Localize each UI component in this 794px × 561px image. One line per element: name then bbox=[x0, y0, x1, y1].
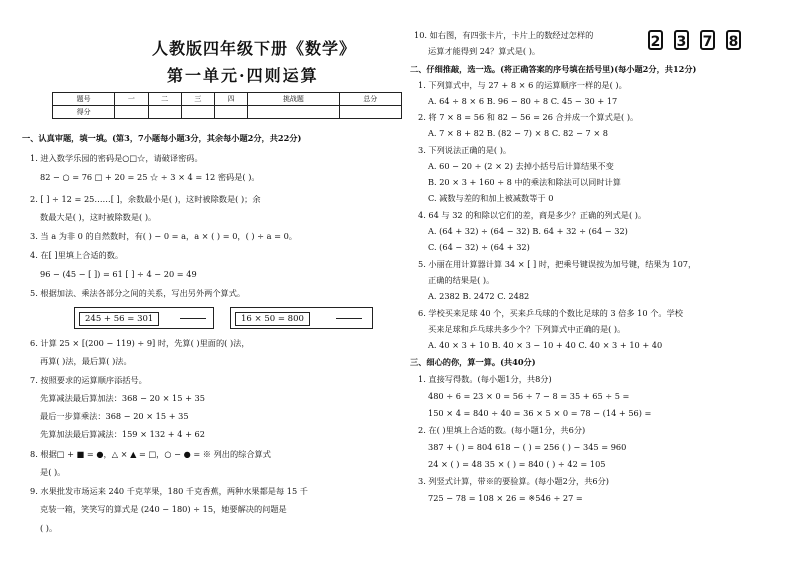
flow-box-equation: 245 + 56 = 301 bbox=[79, 312, 159, 326]
score-header-cell: 三 bbox=[181, 93, 214, 106]
flow-box-equation: 16 × 50 = 800 bbox=[235, 312, 310, 326]
score-cell[interactable] bbox=[148, 106, 181, 119]
score-cell[interactable] bbox=[115, 106, 148, 119]
score-header-cell: 一 bbox=[115, 93, 148, 106]
question-10: 10. 如右图，有四张卡片，卡片上的数经过怎样的 bbox=[414, 30, 594, 40]
calc-q3: 3. 列竖式计算，带※的要验算。(每小题2分，共6分) bbox=[418, 476, 609, 486]
choice-q3: 3. 下列说法正确的是( )。 bbox=[418, 145, 512, 155]
question-2-cont: 数最大是( )，这时被除数是( )。 bbox=[40, 212, 157, 222]
score-header-cell: 挑战题 bbox=[248, 93, 339, 106]
score-header-cell: 四 bbox=[215, 93, 248, 106]
choice-q2: 2. 将 7 × 8 = 56 和 82 − 56 = 26 合并成一个算式是( )。 bbox=[418, 112, 639, 122]
choice-q5: 5. 小丽在用计算器计算 34 × [ ] 时，把乘号键误按为加号键，结果为 107， bbox=[418, 259, 697, 269]
question-7-c: 先算加法最后算减法：159 × 132 + 4 + 62 bbox=[40, 429, 205, 439]
number-card: 8 bbox=[726, 30, 741, 50]
number-card: 3 bbox=[674, 30, 689, 50]
section-2-heading: 二、仔细推敲，选一选。(将正确答案的序号填在括号里)(每小题2分，共12分) bbox=[410, 64, 697, 74]
question-9-answer: ( )。 bbox=[40, 523, 58, 533]
question-5: 5. 根据加法、乘法各部分之间的关系，写出另外两个算式。 bbox=[30, 288, 246, 298]
score-header-cell: 题号 bbox=[53, 93, 115, 106]
page-subtitle: 第一单元·四则运算 bbox=[167, 66, 319, 85]
choice-q4-c: C. (64 − 32) ÷ (64 + 32) bbox=[428, 242, 530, 252]
calc-q1-row1: 480 ÷ 6 = 23 × 0 = 56 ÷ 7 − 8 = 35 + 65 ÷ 5 = bbox=[428, 391, 630, 401]
score-row-label: 得分 bbox=[53, 106, 115, 119]
flow-line bbox=[180, 318, 206, 319]
number-card: 7 bbox=[700, 30, 715, 50]
page-title: 人教版四年级下册《数学》 bbox=[152, 39, 357, 58]
choice-q1-options: A. 64 ÷ 8 × 6 B. 96 − 80 ÷ 8 C. 45 − 30 + 17 bbox=[428, 96, 618, 106]
choice-q3-c: C. 减数与差的和加上被减数等于 0 bbox=[428, 193, 554, 203]
choice-q5-cont: 正确的结果是( )。 bbox=[428, 275, 495, 285]
number-card: 2 bbox=[648, 30, 663, 50]
flow-line bbox=[336, 318, 362, 319]
score-header-cell: 总分 bbox=[339, 93, 401, 106]
question-7-a: 先算减法最后算加法：368 − 20 × 15 + 35 bbox=[40, 393, 205, 403]
choice-q6-cont: 买来足球和乒乓球共多少个？下列算式中正确的是( )。 bbox=[428, 324, 626, 334]
score-table bbox=[52, 92, 402, 119]
question-6-cont: 再算( )法，最后算( )法。 bbox=[40, 356, 132, 366]
question-4: 4. 在[ ]里填上合适的数。 bbox=[30, 250, 124, 260]
question-2: 2. [ ] ÷ 12 = 25……[ ]，余数最小是( )，这时被除数是( )；余 bbox=[30, 194, 261, 204]
question-1-equations: 82 − ○ = 76 □ + 20 = 25 ☆ ÷ 3 × 4 = 12 密码是( )。 bbox=[40, 172, 260, 182]
question-7-b: 最后一步算乘法：368 − 20 × 15 + 35 bbox=[40, 411, 189, 421]
choice-q2-options: A. 7 × 8 + 82 B. (82 − 7) × 8 C. 82 − 7 × 8 bbox=[428, 128, 609, 138]
question-7: 7. 按照要求的运算顺序添括号。 bbox=[30, 375, 147, 385]
calc-q2-row2: 24 × ( ) = 48 35 × ( ) = 840 ( ) ÷ 42 = 105 bbox=[428, 459, 606, 469]
question-8: 8. 根据□ + ■ = ●，△ × ▲ = □，○ − ● = ※ 列出的综合算式 bbox=[30, 449, 271, 459]
choice-q4: 4. 64 与 32 的和除以它们的差，商是多少？正确的列式是( )。 bbox=[418, 210, 647, 220]
score-cell[interactable] bbox=[215, 106, 248, 119]
flow-box-multiplication bbox=[230, 307, 373, 329]
choice-q1: 1. 下列算式中，与 27 + 8 × 6 的运算顺序一样的是( )。 bbox=[418, 80, 627, 90]
question-10-cont: 运算才能得到 24？算式是( )。 bbox=[428, 46, 541, 56]
score-header-cell: 二 bbox=[148, 93, 181, 106]
flow-box-addition bbox=[74, 307, 214, 329]
calc-q2: 2. 在( )里填上合适的数。(每小题1分，共6分) bbox=[418, 425, 586, 435]
score-cell[interactable] bbox=[181, 106, 214, 119]
question-6: 6. 计算 25 × [(200 − 119) ÷ 9] 时，先算( )里面的( )法， bbox=[30, 338, 250, 348]
calc-q3-items: 725 − 78 = 108 × 26 = ※546 ÷ 27 = bbox=[428, 493, 583, 503]
section-3-heading: 三、细心的你，算一算。(共40分) bbox=[410, 357, 536, 367]
question-8-cont: 是( )。 bbox=[40, 467, 66, 477]
question-4-equations: 96 − (45 − [ ]) = 61 [ ] ÷ 4 − 20 = 49 bbox=[40, 269, 197, 279]
calc-q1: 1. 直接写得数。(每小题1分，共8分) bbox=[418, 374, 552, 384]
question-3: 3. 当 a 为非 0 的自然数时，有( ) − 0 = a，a × ( ) = 0，( ) ÷ a = 0。 bbox=[30, 231, 297, 241]
choice-q6: 6. 学校买来足球 40 个，买来乒乓球的个数比足球的 3 倍多 10 个。学校 bbox=[418, 308, 683, 318]
score-table-score-row bbox=[53, 106, 402, 119]
choice-q3-b: B. 20 × 3 + 160 ÷ 8 中的乘法和除法可以同时计算 bbox=[428, 177, 621, 187]
score-cell[interactable] bbox=[248, 106, 339, 119]
choice-q3-a: A. 60 − 20 ÷ (2 × 2) 去掉小括号后计算结果不变 bbox=[428, 161, 614, 171]
score-table-header-row bbox=[53, 93, 402, 106]
section-1-heading: 一、认真审题，填一填。(第3，7小题每小题3分，其余每小题2分，共22分) bbox=[22, 133, 302, 143]
score-cell[interactable] bbox=[339, 106, 401, 119]
choice-q4-ab: A. (64 + 32) ÷ (64 − 32) B. 64 + 32 ÷ (64 − 32) bbox=[428, 226, 628, 236]
question-9: 9. 水果批发市场运来 240 千克苹果，180 千克香蕉，两种水果都是每 15 千 bbox=[30, 486, 308, 496]
question-1: 1. 进入数学乐园的密码是○□☆，请破译密码。 bbox=[30, 153, 203, 163]
question-9-cont: 克装一箱，笑笑写的算式是 (240 − 180) ÷ 15，她要解决的问题是 bbox=[40, 504, 287, 514]
choice-q5-options: A. 2382 B. 2472 C. 2482 bbox=[428, 291, 530, 301]
calc-q2-row1: 387 + ( ) = 804 618 − ( ) = 256 ( ) − 345 = 960 bbox=[428, 442, 627, 452]
choice-q6-options: A. 40 × 3 + 10 B. 40 × 3 − 10 + 40 C. 40 × 3 + 10 + 40 bbox=[428, 340, 663, 350]
calc-q1-row2: 150 × 4 = 840 ÷ 40 = 36 × 5 × 0 = 78 − (14 + 56) = bbox=[428, 408, 652, 418]
